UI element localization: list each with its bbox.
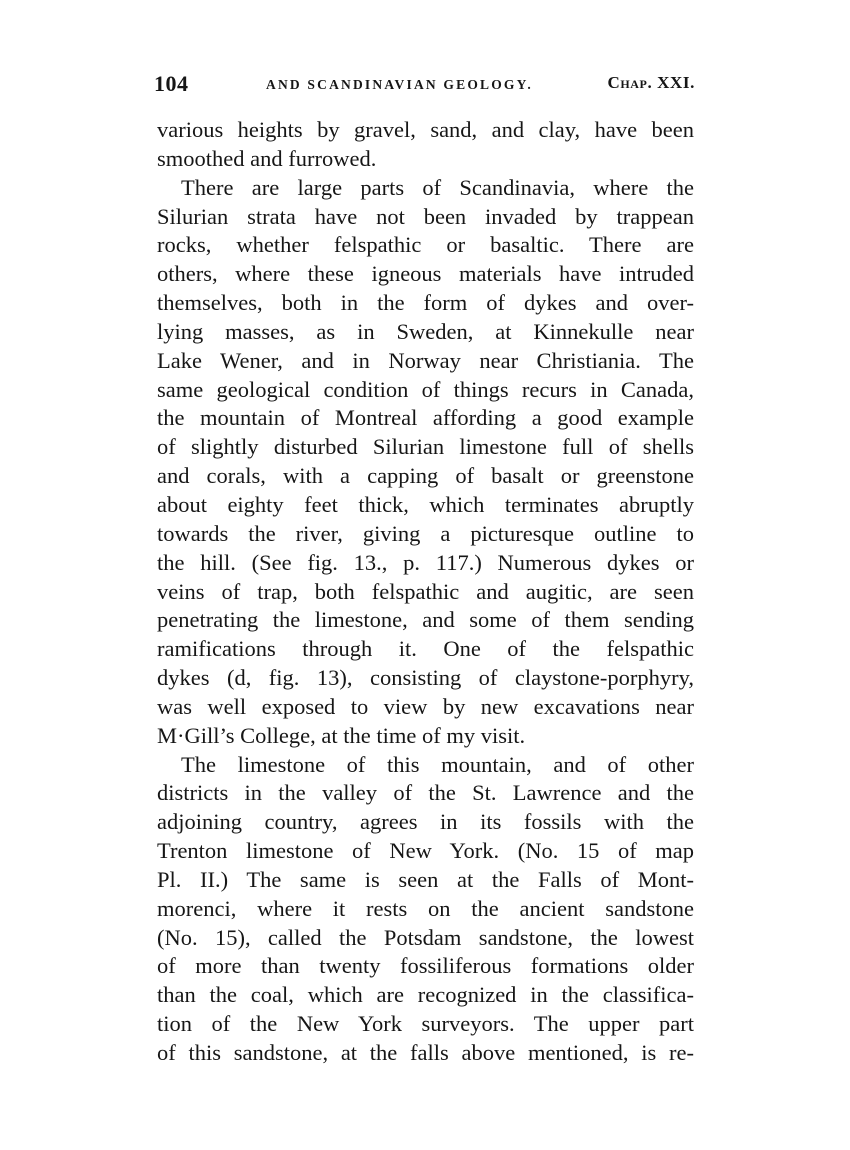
text-line: M·Gill’s College, at the time of my visit. [157,722,526,748]
text-line: Pl. II.) The same is seen at the Falls of Mont- [157,866,694,892]
text-line: of slightly disturbed Silurian limestone full of shells [157,434,694,460]
paragraph-2 [157,174,694,751]
text-line: The limestone of this mountain, and of other [181,751,694,777]
text-line: Trenton limestone of New York. (No. 15 of map [157,838,694,864]
running-head-title: AND SCANDINAVIAN GEOLOGY. [266,77,533,92]
text-line: rocks, whether felspathic or basaltic. There are [157,232,694,258]
paragraph-3 [157,751,694,1068]
text-line: and corals, with a capping of basalt or greenstone [157,463,694,489]
page-number: 104 [154,71,189,96]
text-line: the hill. (See fig. 13., p. 117.) Numerous dykes or [157,549,694,575]
text-line: various heights by gravel, sand, and clay, have been [157,117,694,142]
text-line: smoothed and furrowed. [157,145,377,171]
text-line: the mountain of Montreal affording a good example [157,405,694,431]
chapter-reference: Chap. XXI. [607,73,695,92]
text-line: themselves, both in the form of dykes and over- [157,290,694,316]
text-line: others, where these igneous materials have intruded [157,261,694,287]
text-line: penetrating the limestone, and some of them sending [157,607,694,633]
text-line: same geological condition of things recurs in Canada, [157,376,694,402]
text-line: lying masses, as in Sweden, at Kinnekulle near [157,318,694,344]
text-line: morenci, where it rests on the ancient sandstone [157,895,694,921]
text-line: There are large parts of Scandinavia, where the [181,174,694,200]
text-line: was well exposed to view by new excavations near [157,693,694,719]
text-line: tion of the New York surveyors. The upper part [157,1011,694,1037]
running-head [154,71,695,101]
text-line: towards the river, giving a picturesque outline to [157,520,694,546]
text-line: ramifications through it. One of the felspathic [157,636,694,662]
text-line: districts in the valley of the St. Lawrence and the [157,780,694,806]
body-text [157,116,694,1068]
text-line: veins of trap, both felspathic and augitic, are seen [157,578,694,604]
text-line: (No. 15), called the Potsdam sandstone, the lowest [157,924,694,950]
text-line: about eighty feet thick, which terminates abruptly [157,491,694,517]
text-line: of more than twenty fossiliferous formations older [157,953,694,979]
text-line: of this sandstone, at the falls above mentioned, is re- [157,1040,694,1065]
text-line: than the coal, which are recognized in the classifica- [157,982,694,1008]
paragraph-1 [157,116,694,174]
text-line: Silurian strata have not been invaded by trappean [157,203,694,229]
text-line: adjoining country, agrees in its fossils with the [157,809,694,835]
text-line: dykes (d, fig. 13), consisting of claystone-porphyry, [157,665,694,691]
text-line: Lake Wener, and in Norway near Christiania. The [157,347,694,373]
